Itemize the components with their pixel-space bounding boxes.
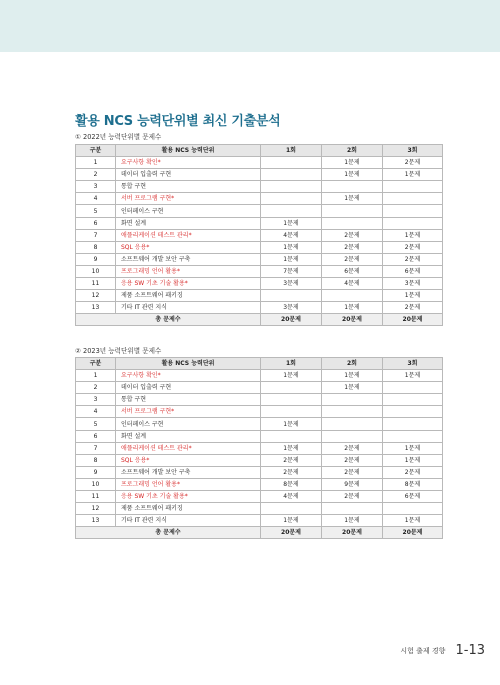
row-round-3: 2문제	[383, 253, 443, 265]
table-row	[76, 418, 443, 430]
row-ncs-unit: 인터페이스 구현	[116, 205, 261, 217]
row-ncs-unit: 서버 프로그램 구현*	[116, 193, 261, 205]
row-ncs-unit: 애플리케이션 테스트 관리*	[116, 229, 261, 241]
total-round-1: 20문제	[261, 314, 322, 326]
total-round-2: 20문제	[322, 527, 383, 539]
header-round-3: 3회	[383, 358, 443, 370]
row-round-1: 8문제	[261, 478, 322, 490]
row-ncs-unit: 프로그래밍 언어 활용*	[116, 265, 261, 277]
row-ncs-unit: 통합 구현	[116, 181, 261, 193]
row-ncs-unit: 소프트웨어 개발 보안 구축	[116, 466, 261, 478]
row-number: 3	[76, 181, 116, 193]
table-row	[76, 515, 443, 527]
row-round-1: 7문제	[261, 265, 322, 277]
row-ncs-unit: 서버 프로그램 구현*	[116, 406, 261, 418]
row-round-2: 4문제	[322, 278, 383, 290]
table-row	[76, 370, 443, 382]
table-row	[76, 205, 443, 217]
row-ncs-unit: 화면 설계	[116, 430, 261, 442]
row-round-2: 1문제	[322, 515, 383, 527]
row-round-3: 1문제	[383, 370, 443, 382]
row-round-2	[322, 205, 383, 217]
table-row	[76, 265, 443, 277]
row-number: 4	[76, 406, 116, 418]
row-ncs-unit: 응용 SW 기초 기술 활용*	[116, 491, 261, 503]
table-row	[76, 181, 443, 193]
header-band	[0, 0, 500, 52]
total-row	[76, 527, 443, 539]
row-round-3: 1문제	[383, 229, 443, 241]
row-round-3: 1문제	[383, 442, 443, 454]
row-round-1	[261, 430, 322, 442]
row-round-1	[261, 394, 322, 406]
row-number: 5	[76, 205, 116, 217]
row-ncs-unit: 요구사항 확인*	[116, 157, 261, 169]
row-ncs-unit: 애플리케이션 테스트 관리*	[116, 442, 261, 454]
row-round-1: 1문제	[261, 442, 322, 454]
header-ncs-unit: 활용 NCS 능력단위	[116, 358, 261, 370]
row-round-1: 1문제	[261, 241, 322, 253]
row-round-2	[322, 430, 383, 442]
row-round-1: 1문제	[261, 515, 322, 527]
row-round-3: 1문제	[383, 169, 443, 181]
row-round-1	[261, 205, 322, 217]
total-label: 총 문제수	[76, 527, 261, 539]
row-round-1: 1문제	[261, 418, 322, 430]
row-round-3	[383, 430, 443, 442]
row-round-3	[383, 418, 443, 430]
row-number: 12	[76, 503, 116, 515]
table-body	[76, 370, 443, 539]
row-round-1	[261, 382, 322, 394]
row-number: 8	[76, 454, 116, 466]
row-round-3: 1문제	[383, 515, 443, 527]
row-round-1: 1문제	[261, 217, 322, 229]
table-header-row	[76, 358, 443, 370]
row-round-2: 2문제	[322, 253, 383, 265]
row-round-1	[261, 193, 322, 205]
row-ncs-unit: SQL 응용*	[116, 241, 261, 253]
table-row	[76, 382, 443, 394]
section-title-2023: ② 2023년 능력단위별 문제수	[75, 347, 162, 355]
row-round-3: 3문제	[383, 278, 443, 290]
row-round-2	[322, 290, 383, 302]
table-row	[76, 466, 443, 478]
row-round-3	[383, 205, 443, 217]
row-round-2: 1문제	[322, 382, 383, 394]
total-round-2: 20문제	[322, 314, 383, 326]
row-ncs-unit: 기타 IT 관련 지식	[116, 302, 261, 314]
row-number: 11	[76, 278, 116, 290]
header-round-2: 2회	[322, 145, 383, 157]
row-round-2: 1문제	[322, 193, 383, 205]
table-row	[76, 406, 443, 418]
header-category: 구분	[76, 358, 116, 370]
row-round-2: 2문제	[322, 466, 383, 478]
table-row	[76, 253, 443, 265]
row-number: 9	[76, 466, 116, 478]
row-round-2: 2문제	[322, 454, 383, 466]
row-round-3: 8문제	[383, 478, 443, 490]
row-number: 3	[76, 394, 116, 406]
page-footer	[400, 640, 485, 659]
row-round-2: 1문제	[322, 169, 383, 181]
table-row	[76, 302, 443, 314]
row-round-2	[322, 418, 383, 430]
row-round-2: 2문제	[322, 229, 383, 241]
table-row	[76, 503, 443, 515]
row-round-1	[261, 157, 322, 169]
row-round-1: 4문제	[261, 229, 322, 241]
row-round-1: 4문제	[261, 491, 322, 503]
row-ncs-unit: 데이터 입출력 구현	[116, 382, 261, 394]
row-ncs-unit: 요구사항 확인*	[116, 370, 261, 382]
row-number: 5	[76, 418, 116, 430]
row-number: 8	[76, 241, 116, 253]
row-round-1	[261, 169, 322, 181]
row-round-1: 3문제	[261, 278, 322, 290]
header-ncs-unit: 활용 NCS 능력단위	[116, 145, 261, 157]
row-number: 1	[76, 370, 116, 382]
header-round-3: 3회	[383, 145, 443, 157]
row-number: 7	[76, 442, 116, 454]
row-round-3: 6문제	[383, 491, 443, 503]
row-round-3	[383, 193, 443, 205]
row-round-3: 1문제	[383, 290, 443, 302]
header-round-1: 1회	[261, 358, 322, 370]
row-round-2	[322, 503, 383, 515]
row-round-2: 1문제	[322, 370, 383, 382]
row-number: 13	[76, 302, 116, 314]
table-row	[76, 157, 443, 169]
row-round-1	[261, 181, 322, 193]
row-round-3	[383, 394, 443, 406]
row-round-3: 2문제	[383, 241, 443, 253]
row-number: 2	[76, 382, 116, 394]
row-round-3	[383, 217, 443, 229]
row-round-2: 2문제	[322, 241, 383, 253]
table-row	[76, 478, 443, 490]
row-ncs-unit: 프로그래밍 언어 활용*	[116, 478, 261, 490]
total-row	[76, 314, 443, 326]
table-row	[76, 217, 443, 229]
row-number: 11	[76, 491, 116, 503]
table-body	[76, 157, 443, 326]
row-round-3: 6문제	[383, 265, 443, 277]
total-round-3: 20문제	[383, 527, 443, 539]
row-number: 13	[76, 515, 116, 527]
row-round-1: 1문제	[261, 370, 322, 382]
table-row	[76, 278, 443, 290]
row-ncs-unit: 소프트웨어 개발 보안 구축	[116, 253, 261, 265]
page-number: 1-13	[455, 643, 485, 658]
page-title: 활용 NCS 능력단위별 최신 기출분석	[75, 114, 281, 129]
row-round-3: 2문제	[383, 466, 443, 478]
row-number: 2	[76, 169, 116, 181]
row-ncs-unit: 제품 소프트웨어 패키징	[116, 290, 261, 302]
row-round-3: 1문제	[383, 454, 443, 466]
row-round-2: 6문제	[322, 265, 383, 277]
row-round-1: 3문제	[261, 302, 322, 314]
total-round-1: 20문제	[261, 527, 322, 539]
row-number: 4	[76, 193, 116, 205]
row-round-1: 2문제	[261, 454, 322, 466]
row-round-3	[383, 503, 443, 515]
row-number: 1	[76, 157, 116, 169]
row-round-1: 1문제	[261, 253, 322, 265]
header-category: 구분	[76, 145, 116, 157]
table-2022	[75, 144, 443, 326]
table-row	[76, 442, 443, 454]
row-round-3	[383, 382, 443, 394]
row-ncs-unit: 화면 설계	[116, 217, 261, 229]
row-round-2	[322, 181, 383, 193]
row-ncs-unit: 제품 소프트웨어 패키징	[116, 503, 261, 515]
row-round-2: 9문제	[322, 478, 383, 490]
row-ncs-unit: SQL 응용*	[116, 454, 261, 466]
row-round-1	[261, 406, 322, 418]
row-number: 9	[76, 253, 116, 265]
row-ncs-unit: 기타 IT 관련 지식	[116, 515, 261, 527]
row-ncs-unit: 응용 SW 기초 기술 활용*	[116, 278, 261, 290]
row-round-2	[322, 217, 383, 229]
row-round-3: 2문제	[383, 302, 443, 314]
total-label: 총 문제수	[76, 314, 261, 326]
row-round-3: 2문제	[383, 157, 443, 169]
row-number: 6	[76, 217, 116, 229]
row-round-3	[383, 181, 443, 193]
row-round-1	[261, 290, 322, 302]
table-row	[76, 394, 443, 406]
table-row	[76, 290, 443, 302]
row-round-2	[322, 394, 383, 406]
table-2023	[75, 357, 443, 539]
row-round-2	[322, 406, 383, 418]
header-round-2: 2회	[322, 358, 383, 370]
table-row	[76, 241, 443, 253]
table-row	[76, 169, 443, 181]
row-number: 10	[76, 265, 116, 277]
row-number: 6	[76, 430, 116, 442]
total-round-3: 20문제	[383, 314, 443, 326]
table-row	[76, 193, 443, 205]
row-round-1	[261, 503, 322, 515]
table-row	[76, 491, 443, 503]
row-round-3	[383, 406, 443, 418]
table-header-row	[76, 145, 443, 157]
row-ncs-unit: 통합 구현	[116, 394, 261, 406]
row-number: 10	[76, 478, 116, 490]
row-number: 12	[76, 290, 116, 302]
row-round-2: 2문제	[322, 442, 383, 454]
table-row	[76, 229, 443, 241]
row-round-2: 1문제	[322, 157, 383, 169]
row-ncs-unit: 인터페이스 구현	[116, 418, 261, 430]
row-ncs-unit: 데이터 입출력 구현	[116, 169, 261, 181]
section-title-2022: ① 2022년 능력단위별 문제수	[75, 133, 162, 141]
footer-label: 시험 출제 경향	[400, 646, 446, 655]
row-round-1: 2문제	[261, 466, 322, 478]
table-row	[76, 430, 443, 442]
row-number: 7	[76, 229, 116, 241]
table-row	[76, 454, 443, 466]
row-round-2: 2문제	[322, 491, 383, 503]
header-round-1: 1회	[261, 145, 322, 157]
row-round-2: 1문제	[322, 302, 383, 314]
